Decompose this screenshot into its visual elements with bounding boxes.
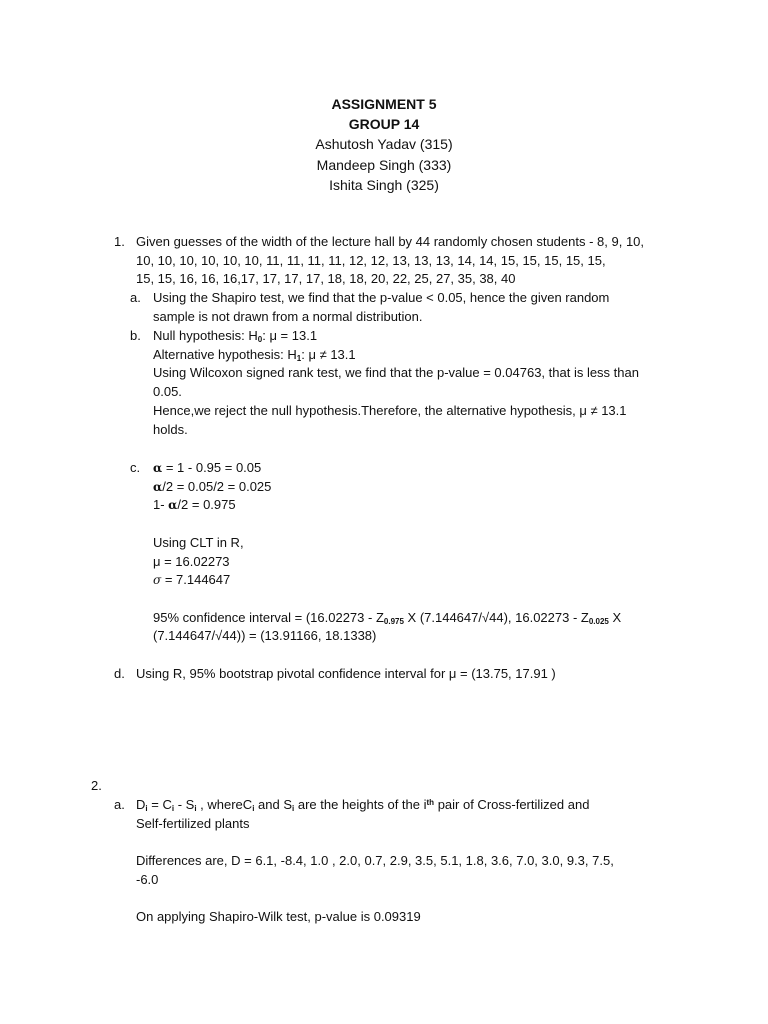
differences-list: Differences are, D = 6.1, -8.4, 1.0 , 2.0, 0.7, 2.9, 3.5, 5.1, 1.8, 3.6, 7.0, 3.0, 9.3, 7.5,	[136, 853, 614, 869]
question-2-number: 2.	[91, 778, 102, 793]
alpha-symbol: α	[153, 479, 163, 494]
alternative-hypothesis: Alternative hypothesis: $H_1$: μ ≠ 13.1	[153, 346, 356, 363]
sigma-symbol: σ	[153, 573, 162, 588]
member-name: Ashutosh Yadav (315)	[315, 136, 453, 152]
alpha-line: α = 1 - 0.95 = 0.05	[153, 460, 262, 475]
part-c-label: c.	[130, 460, 141, 475]
part-c-text: α = 1 - 0.95 = 0.05 α/2 = 0.05/2 = 0.025 1- α/2 = 0.975 Using CLT in R, μ = 16.02273 σ = 7.144647 95% confidence interval = ($16.02273 - Z_{0.975}$ X (7.144647/√44), $16.02273 - Z_{0.025}$ X (7.144647/√44)) = (13.91166, 18.1338)	[153, 460, 622, 644]
shapiro-result: On applying Shapiro-Wilk test, p-value is 0.09319	[136, 909, 421, 925]
part-a-text: Using the Shapiro test, we find that the p-value < 0.05, hence the given random sample is not drawn from a normal distribution.	[153, 290, 610, 324]
document-header	[0, 94, 768, 196]
mu-value: μ = 16.02273	[153, 553, 230, 569]
confidence-interval: 95% confidence interval = ($16.02273 - Z_{0.975}$ X (7.144647/√44), $16.02273 - Z_{0.025}$ X	[153, 609, 622, 626]
alpha-symbol: α	[153, 461, 163, 475]
q2-part-a-label: a.	[114, 797, 125, 812]
null-hypothesis: Null hypothesis: $H_0$: μ = 13.1	[153, 328, 318, 344]
one-minus-alpha-line: 1- α/2 = 0.975	[153, 497, 236, 513]
member-name: Ishita Singh (325)	[329, 177, 439, 193]
alpha-symbol: α	[168, 498, 178, 513]
part-b-label: b.	[130, 328, 141, 343]
group-number: GROUP 14	[348, 116, 420, 132]
q2-part-a-text: $D_i = C_i - S_i$ , whereC$_i$ and $S_i$ are the heights of the $i^{th}$ pair of Cross-fertilized and Self-fertilized plants Differences are, D = 6.1, -8.4, 1.0 , 2.0, 0.7, 2.9, 3.5, 5.1, 1.8, 3.6, 7.0, 3.0, 9.3, 7.5, -6.0 On applying Shapiro-Wilk test, p-value is 0.09319	[136, 796, 614, 927]
question-1-text: Given guesses of the width of the lecture hall by 44 randomly chosen students - 8, 9, 10, 10, 10, 10, 10, 10, 10, 11, 11, 11, 11, 12, 12, 13, 13, 13, 14, 14, 15, 15, 15, 15, 15, 15, 15, 16, 16, 16,17, 17, 17, 17, 18, 18, 20, 22, 25, 27, 35, 38, 40	[136, 234, 645, 287]
part-d-label: d.	[114, 666, 125, 681]
alpha-half-line: α/2 = 0.05/2 = 0.025	[153, 478, 272, 494]
member-name: Mandeep Singh (333)	[316, 156, 452, 173]
difference-definition: $D_i = C_i - S_i$ , whereC$_i$ and $S_i$ are the heights of the $i^{th}$ pair of Cross-fertilized and	[136, 797, 590, 813]
sigma-value: σ = 7.144647	[153, 572, 231, 588]
part-b-text: Null hypothesis: $H_0$: μ = 13.1 Alternative hypothesis: $H_1$: μ ≠ 13.1 Using Wilcoxon signed rank test, we find that the p-value = 0.04763, that is less than 0.05. Hence,we reject the null hypothesis.Therefore, the alternative hypothesis, μ ≠ 13.1 holds.	[153, 328, 639, 437]
part-d-text: Using R, 95% bootstrap pivotal confidence interval for μ = (13.75, 17.91 )	[136, 666, 556, 681]
assignment-title: ASSIGNMENT 5	[331, 96, 437, 112]
part-a-label: a.	[130, 290, 141, 305]
question-1-number: 1.	[114, 234, 125, 249]
